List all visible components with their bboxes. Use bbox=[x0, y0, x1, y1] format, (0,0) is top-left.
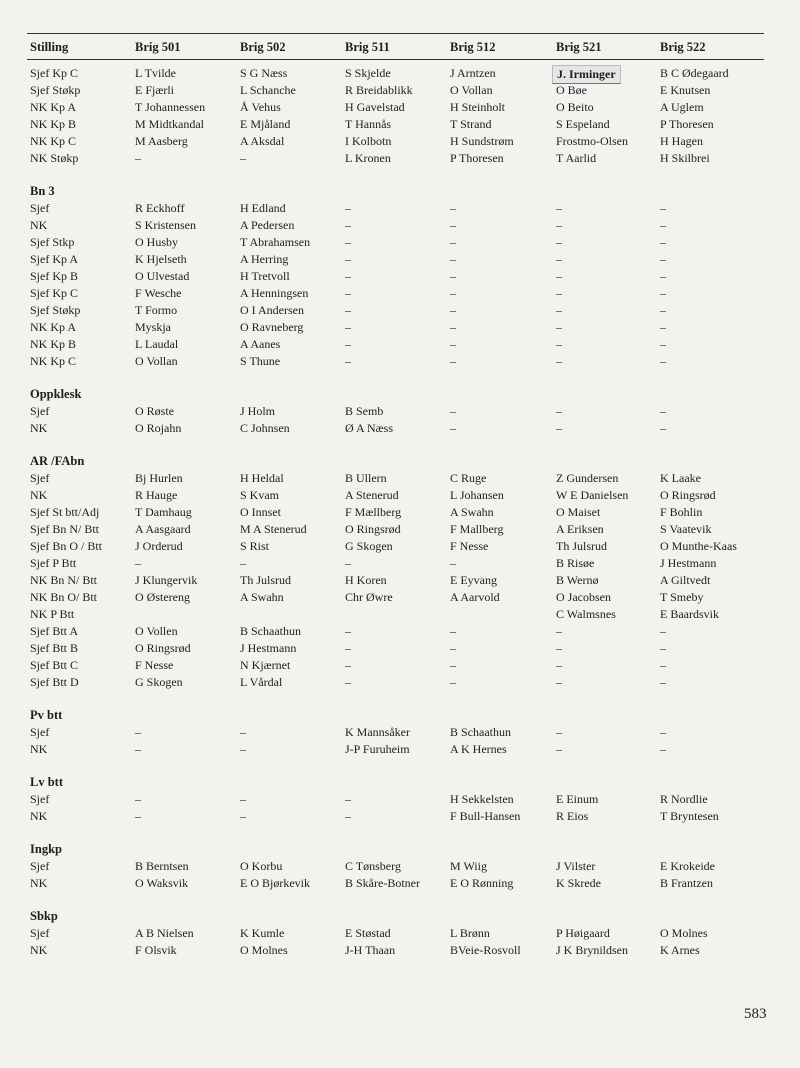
table-cell: S Kristensen bbox=[135, 218, 196, 232]
table-cell: L Vårdal bbox=[240, 675, 283, 689]
table-cell: O Innset bbox=[240, 505, 281, 519]
table-cell: – bbox=[135, 792, 141, 806]
section-title: AR /FAbn bbox=[30, 454, 85, 468]
table-cell: Myskja bbox=[135, 320, 171, 334]
table-cell: A Aksdal bbox=[240, 134, 285, 148]
table-cell: T Smeby bbox=[660, 590, 704, 604]
table-cell: – bbox=[240, 556, 246, 570]
table-cell: O Ulvestad bbox=[135, 269, 190, 283]
table-cell: – bbox=[450, 658, 456, 672]
header-cell: Brig 522 bbox=[660, 40, 706, 54]
table-cell: J Klungervik bbox=[135, 573, 198, 587]
section-title: Oppklesk bbox=[30, 387, 82, 401]
table-cell: F Nesse bbox=[450, 539, 489, 553]
table-cell: B Berntsen bbox=[135, 859, 189, 873]
row-label: Sjef bbox=[30, 926, 50, 940]
table-cell: F Nesse bbox=[135, 658, 174, 672]
table-cell: B Schaathun bbox=[450, 725, 511, 739]
row-label: Sjef Kp B bbox=[30, 269, 78, 283]
table-cell: C Walmsnes bbox=[556, 607, 616, 621]
header-cell: Brig 512 bbox=[450, 40, 496, 54]
table-cell: – bbox=[450, 354, 456, 368]
row-label: Sjef bbox=[30, 471, 50, 485]
table-cell: Chr Øwre bbox=[345, 590, 393, 604]
table-cell: J Orderud bbox=[135, 539, 183, 553]
table-cell: – bbox=[556, 658, 562, 672]
table-cell: R Eios bbox=[556, 809, 589, 823]
table-cell: – bbox=[450, 303, 456, 317]
table-cell: B Semb bbox=[345, 404, 384, 418]
table-cell: – bbox=[450, 556, 456, 570]
table-cell: B Ullern bbox=[345, 471, 387, 485]
table-cell: E O Bjørkevik bbox=[240, 876, 310, 890]
table-cell: – bbox=[450, 675, 456, 689]
section-title: Ingkp bbox=[30, 842, 62, 856]
table-cell: R Hauge bbox=[135, 488, 178, 502]
row-label: Sjef bbox=[30, 792, 50, 806]
row-label: Sjef Bn N/ Btt bbox=[30, 522, 100, 536]
table-cell: Z Gundersen bbox=[556, 471, 619, 485]
table-cell: T Aarlid bbox=[556, 151, 597, 165]
table-cell: – bbox=[450, 218, 456, 232]
table-cell: H Edland bbox=[240, 201, 286, 215]
header-cell: Brig 501 bbox=[135, 40, 181, 54]
table-cell: – bbox=[556, 337, 562, 351]
table-cell: O Vollan bbox=[135, 354, 178, 368]
table-cell: M Wiig bbox=[450, 859, 487, 873]
table-cell: – bbox=[345, 218, 351, 232]
table-cell: – bbox=[660, 742, 666, 756]
row-label: Sjef bbox=[30, 404, 50, 418]
table-cell: – bbox=[556, 286, 562, 300]
row-label: NK Bn N/ Btt bbox=[30, 573, 98, 587]
table-cell: O Ringsrød bbox=[135, 641, 191, 655]
table-cell: – bbox=[345, 809, 351, 823]
table-cell: – bbox=[135, 556, 141, 570]
table-cell: – bbox=[660, 218, 666, 232]
table-cell: I Kolbotn bbox=[345, 134, 392, 148]
table-cell: F Bull-Hansen bbox=[450, 809, 521, 823]
table-cell: G Skogen bbox=[345, 539, 393, 553]
table-cell: – bbox=[660, 354, 666, 368]
table-cell: – bbox=[345, 337, 351, 351]
table-cell: – bbox=[556, 725, 562, 739]
table-cell: J Hestmann bbox=[660, 556, 717, 570]
table-cell: T Damhaug bbox=[135, 505, 192, 519]
table-cell: O Husby bbox=[135, 235, 179, 249]
table-cell: K Arnes bbox=[660, 943, 700, 957]
table-cell: F Mællberg bbox=[345, 505, 402, 519]
table-cell: – bbox=[660, 252, 666, 266]
table-cell: T Hannås bbox=[345, 117, 392, 131]
table-cell: J-P Furuheim bbox=[345, 742, 410, 756]
table-cell: A Aasgaard bbox=[135, 522, 191, 536]
table-cell: O Munthe-Kaas bbox=[660, 539, 737, 553]
table-cell: K Kumle bbox=[240, 926, 285, 940]
row-label: NK bbox=[30, 488, 48, 502]
table-cell: – bbox=[556, 404, 562, 418]
row-label: Sjef bbox=[30, 725, 50, 739]
row-label: Sjef Btt C bbox=[30, 658, 79, 672]
table-cell: O Østereng bbox=[135, 590, 190, 604]
row-label: Sjef Støkp bbox=[30, 83, 81, 97]
table-cell: C Ruge bbox=[450, 471, 487, 485]
table-cell: M A Stenerud bbox=[240, 522, 307, 536]
table-cell: S Espeland bbox=[556, 117, 610, 131]
row-label: NK P Btt bbox=[30, 607, 75, 621]
table-cell: – bbox=[345, 269, 351, 283]
row-label: Sjef Btt B bbox=[30, 641, 79, 655]
row-label: NK Kp A bbox=[30, 100, 77, 114]
table-cell: – bbox=[345, 792, 351, 806]
row-label: NK Bn O/ Btt bbox=[30, 590, 98, 604]
table-cell: J Vilster bbox=[556, 859, 596, 873]
row-label: NK bbox=[30, 742, 48, 756]
table-cell: – bbox=[660, 404, 666, 418]
table-cell: F Bohlin bbox=[660, 505, 703, 519]
table-cell: – bbox=[556, 303, 562, 317]
table-cell: S Vaatevik bbox=[660, 522, 712, 536]
header-cell: Brig 511 bbox=[345, 40, 390, 54]
row-label: Sjef Btt A bbox=[30, 624, 79, 638]
table-cell: E Knutsen bbox=[660, 83, 711, 97]
table-cell: H Heldal bbox=[240, 471, 284, 485]
table-cell: – bbox=[240, 742, 246, 756]
table-cell: O Rojahn bbox=[135, 421, 182, 435]
table-cell: R Eckhoff bbox=[135, 201, 185, 215]
table-cell: – bbox=[556, 269, 562, 283]
table-cell: – bbox=[450, 201, 456, 215]
table-cell: B Schaathun bbox=[240, 624, 301, 638]
table-cell: E Einum bbox=[556, 792, 599, 806]
table-cell: A Henningsen bbox=[240, 286, 309, 300]
table-cell: – bbox=[556, 421, 562, 435]
table-cell: – bbox=[345, 201, 351, 215]
table-cell: H Skilbrei bbox=[660, 151, 710, 165]
section-title: Pv btt bbox=[30, 708, 63, 722]
table-cell: A Swahn bbox=[450, 505, 494, 519]
table-cell: E O Rønning bbox=[450, 876, 514, 890]
row-label: Sjef Kp C bbox=[30, 286, 78, 300]
section-title: Bn 3 bbox=[30, 184, 55, 198]
table-cell: – bbox=[345, 235, 351, 249]
table-cell: O Bøe bbox=[556, 83, 587, 97]
table-cell: A Pedersen bbox=[240, 218, 295, 232]
table-cell: A B Nielsen bbox=[135, 926, 194, 940]
table-cell: – bbox=[240, 725, 246, 739]
table-cell: – bbox=[450, 404, 456, 418]
table-cell: O Vollan bbox=[450, 83, 493, 97]
table-cell: A Giltvedt bbox=[660, 573, 711, 587]
table-cell: W E Danielsen bbox=[556, 488, 629, 502]
table-cell: O Vollen bbox=[135, 624, 178, 638]
table-cell: A Stenerud bbox=[345, 488, 399, 502]
table-cell: – bbox=[660, 320, 666, 334]
table-cell: – bbox=[556, 675, 562, 689]
table-cell: M Midtkandal bbox=[135, 117, 204, 131]
table-cell: J. Irminger bbox=[552, 65, 621, 84]
table-cell: A K Hernes bbox=[450, 742, 507, 756]
table-cell: – bbox=[660, 201, 666, 215]
table-cell: – bbox=[345, 303, 351, 317]
table-cell: – bbox=[556, 235, 562, 249]
table-cell: Ø A Næss bbox=[345, 421, 394, 435]
table-cell: – bbox=[660, 725, 666, 739]
table-cell: – bbox=[556, 218, 562, 232]
table-cell: K Mannsåker bbox=[345, 725, 410, 739]
table-cell: S Thune bbox=[240, 354, 281, 368]
table-cell: O Korbu bbox=[240, 859, 283, 873]
table-cell: T Formo bbox=[135, 303, 178, 317]
table-cell: H Tretvoll bbox=[240, 269, 290, 283]
table-cell: – bbox=[450, 421, 456, 435]
row-label: Sjef Stkp bbox=[30, 235, 75, 249]
table-cell: Th Julsrud bbox=[556, 539, 607, 553]
table-cell: – bbox=[660, 658, 666, 672]
table-cell: – bbox=[556, 624, 562, 638]
table-cell: – bbox=[135, 809, 141, 823]
table-cell: L Tvilde bbox=[135, 66, 176, 80]
row-label: NK bbox=[30, 876, 48, 890]
table-cell: E Mjåland bbox=[240, 117, 291, 131]
header-cell: Stilling bbox=[30, 40, 69, 54]
row-label: NK bbox=[30, 943, 48, 957]
row-label: Sjef P Btt bbox=[30, 556, 77, 570]
table-cell: H Koren bbox=[345, 573, 387, 587]
row-label: Sjef Støkp bbox=[30, 303, 81, 317]
table-cell: F Olsvik bbox=[135, 943, 177, 957]
row-label: Sjef bbox=[30, 859, 50, 873]
table-cell: – bbox=[450, 624, 456, 638]
table-cell: M Aasberg bbox=[135, 134, 188, 148]
table-cell: E Eyvang bbox=[450, 573, 497, 587]
table-cell: L Laudal bbox=[135, 337, 179, 351]
table-cell: C Tønsberg bbox=[345, 859, 401, 873]
table-cell: T Johannessen bbox=[135, 100, 206, 114]
table-cell: H Sundstrøm bbox=[450, 134, 514, 148]
table-cell: K Skrede bbox=[556, 876, 601, 890]
row-label: Sjef bbox=[30, 201, 50, 215]
table-cell: H Hagen bbox=[660, 134, 703, 148]
table-cell: L Schanche bbox=[240, 83, 296, 97]
table-cell: A Eriksen bbox=[556, 522, 604, 536]
table-cell: O Røste bbox=[135, 404, 174, 418]
table-cell: C Johnsen bbox=[240, 421, 290, 435]
table-cell: P Thoresen bbox=[660, 117, 714, 131]
table-cell: – bbox=[660, 641, 666, 655]
row-label: NK bbox=[30, 421, 48, 435]
row-label: Sjef Btt D bbox=[30, 675, 79, 689]
table-cell: O Waksvik bbox=[135, 876, 189, 890]
table-cell: – bbox=[345, 252, 351, 266]
table-cell: – bbox=[660, 624, 666, 638]
table-cell: – bbox=[660, 421, 666, 435]
header-cell: Brig 502 bbox=[240, 40, 286, 54]
row-label: Sjef Kp C bbox=[30, 66, 78, 80]
table-cell: – bbox=[345, 675, 351, 689]
table-cell: – bbox=[556, 354, 562, 368]
table-cell: J Holm bbox=[240, 404, 276, 418]
table-cell: B Wernø bbox=[556, 573, 599, 587]
table-cell: – bbox=[450, 252, 456, 266]
table-cell: E Krokeide bbox=[660, 859, 715, 873]
table-cell: A Herring bbox=[240, 252, 289, 266]
table-cell: Th Julsrud bbox=[240, 573, 291, 587]
table-cell: B Risøe bbox=[556, 556, 595, 570]
table-cell: O Jacobsen bbox=[556, 590, 611, 604]
table-cell: – bbox=[450, 269, 456, 283]
table-cell: – bbox=[345, 624, 351, 638]
table-cell: B Frantzen bbox=[660, 876, 713, 890]
section-title: Lv btt bbox=[30, 775, 63, 789]
page-number: 583 bbox=[744, 1006, 767, 1022]
table-cell: – bbox=[135, 742, 141, 756]
table-cell: – bbox=[660, 337, 666, 351]
table-cell: L Kronen bbox=[345, 151, 391, 165]
row-label: Sjef St btt/Adj bbox=[30, 505, 100, 519]
row-label: NK Kp A bbox=[30, 320, 77, 334]
row-label: NK bbox=[30, 218, 48, 232]
row-label: NK Kp B bbox=[30, 337, 77, 351]
table-cell: F Mallberg bbox=[450, 522, 504, 536]
table-cell: – bbox=[345, 286, 351, 300]
table-cell: E Baardsvik bbox=[660, 607, 719, 621]
table-cell: E Støstad bbox=[345, 926, 391, 940]
table-cell: L Johansen bbox=[450, 488, 504, 502]
table-cell: A Uglem bbox=[660, 100, 704, 114]
table-cell: S Rist bbox=[240, 539, 270, 553]
row-label: NK Kp C bbox=[30, 354, 77, 368]
table-cell: – bbox=[450, 337, 456, 351]
table-cell: – bbox=[556, 201, 562, 215]
row-label: NK Kp B bbox=[30, 117, 77, 131]
table-cell: A Aarvold bbox=[450, 590, 500, 604]
table-cell: – bbox=[556, 252, 562, 266]
table-cell: – bbox=[660, 235, 666, 249]
table-cell: O Ringsrød bbox=[660, 488, 716, 502]
table-cell: A Aanes bbox=[240, 337, 281, 351]
table-cell: T Abrahamsen bbox=[240, 235, 311, 249]
row-label: NK Støkp bbox=[30, 151, 79, 165]
table-cell: – bbox=[450, 641, 456, 655]
table-cell: H Sekkelsten bbox=[450, 792, 514, 806]
table-cell: – bbox=[450, 235, 456, 249]
table-cell: J K Brynildsen bbox=[556, 943, 628, 957]
table-cell: B Skåre-Botner bbox=[345, 876, 420, 890]
table-cell: O Maiset bbox=[556, 505, 601, 519]
section-title: Sbkp bbox=[30, 909, 58, 923]
row-label: Sjef Bn O / Btt bbox=[30, 539, 103, 553]
table-cell: – bbox=[660, 303, 666, 317]
table-cell: – bbox=[135, 725, 141, 739]
table-cell: – bbox=[135, 151, 141, 165]
table-cell: J Hestmann bbox=[240, 641, 297, 655]
table-cell: J-H Thaan bbox=[345, 943, 396, 957]
table-cell: – bbox=[660, 269, 666, 283]
table-cell: – bbox=[240, 792, 246, 806]
table-cell: – bbox=[450, 286, 456, 300]
table-cell: A Swahn bbox=[240, 590, 284, 604]
table-cell: R Breidablikk bbox=[345, 83, 413, 97]
table-cell: Bj Hurlen bbox=[135, 471, 183, 485]
table-cell: O Ringsrød bbox=[345, 522, 401, 536]
table-cell: Frostmo-Olsen bbox=[556, 134, 628, 148]
table-cell: O Molnes bbox=[660, 926, 708, 940]
row-label: NK bbox=[30, 809, 48, 823]
table-cell: – bbox=[660, 675, 666, 689]
table-cell: O Molnes bbox=[240, 943, 288, 957]
table-cell: K Laake bbox=[660, 471, 701, 485]
table-cell: – bbox=[345, 658, 351, 672]
table-cell: T Bryntesen bbox=[660, 809, 719, 823]
table-cell: P Thoresen bbox=[450, 151, 504, 165]
table-cell: S Kvam bbox=[240, 488, 279, 502]
table-cell: – bbox=[345, 556, 351, 570]
table-cell: E Fjærli bbox=[135, 83, 175, 97]
table-cell: O Beito bbox=[556, 100, 594, 114]
table-cell: – bbox=[556, 641, 562, 655]
table-cell: N Kjærnet bbox=[240, 658, 291, 672]
table-cell: H Gavelstad bbox=[345, 100, 405, 114]
table-cell: – bbox=[556, 742, 562, 756]
table-cell: – bbox=[660, 286, 666, 300]
table-cell: T Strand bbox=[450, 117, 492, 131]
table-cell: J Arntzen bbox=[450, 66, 496, 80]
row-label: Sjef Kp A bbox=[30, 252, 78, 266]
table-cell: BVeie-Rosvoll bbox=[450, 943, 521, 957]
table-cell: O I Andersen bbox=[240, 303, 304, 317]
table-cell: G Skogen bbox=[135, 675, 183, 689]
table-cell: F Wesche bbox=[135, 286, 182, 300]
row-label: NK Kp C bbox=[30, 134, 77, 148]
table-cell: – bbox=[556, 320, 562, 334]
table-cell: – bbox=[345, 641, 351, 655]
table-cell: – bbox=[345, 320, 351, 334]
table-cell: R Nordlie bbox=[660, 792, 708, 806]
table-cell: H Steinholt bbox=[450, 100, 506, 114]
table-cell: B C Ødegaard bbox=[660, 66, 729, 80]
table-cell: K Hjelseth bbox=[135, 252, 187, 266]
table-cell: S G Næss bbox=[240, 66, 288, 80]
table-cell: – bbox=[240, 809, 246, 823]
table-cell: Å Vehus bbox=[240, 100, 281, 114]
table-cell: O Ravneberg bbox=[240, 320, 304, 334]
table-cell: L Brønn bbox=[450, 926, 490, 940]
table-cell: P Høigaard bbox=[556, 926, 610, 940]
table-cell: – bbox=[345, 354, 351, 368]
table-cell: S Skjelde bbox=[345, 66, 391, 80]
header-cell: Brig 521 bbox=[556, 40, 602, 54]
table-cell: – bbox=[450, 320, 456, 334]
table-cell: – bbox=[240, 151, 246, 165]
